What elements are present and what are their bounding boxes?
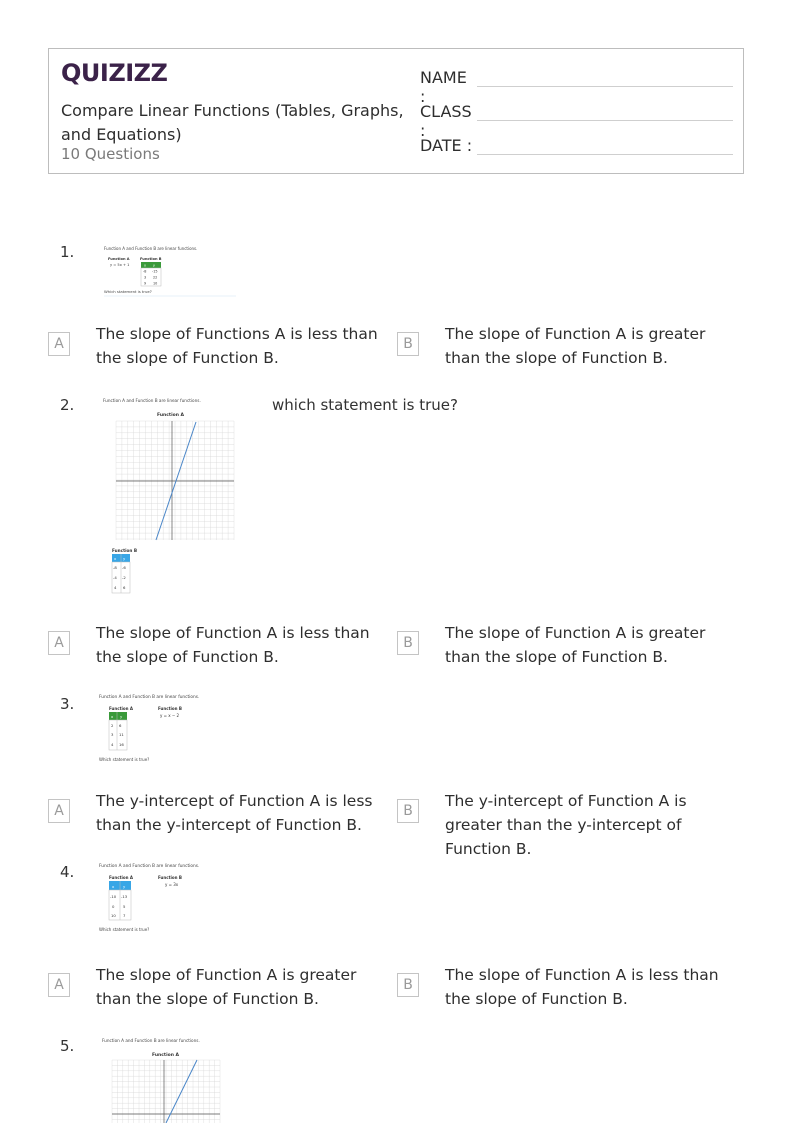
table-cell: -8 — [113, 565, 117, 570]
question-number: 3. — [60, 695, 75, 713]
table-cell: 10 — [111, 913, 116, 918]
option-a-box[interactable]: A — [48, 973, 70, 997]
table-cell: -8 — [143, 269, 147, 274]
table-cell: 22 — [153, 275, 158, 280]
option-b-text: The slope of Function A is greater than the slope of Function B. — [445, 325, 706, 367]
question-number: 4. — [60, 863, 75, 881]
table-cell: x — [114, 556, 117, 561]
option-a-box[interactable]: A — [48, 799, 70, 823]
table-cell: y — [120, 714, 123, 719]
option-a-text: The slope of Function A is greater than the slope of Function B. — [96, 966, 357, 1008]
intro-text: Function A and Function B are linear functions. — [103, 398, 201, 403]
option-a-box[interactable]: A — [48, 332, 70, 356]
quizizz-logo: QUIZIZZ — [61, 59, 168, 87]
table-cell: y — [123, 884, 126, 889]
intro-text: Function A and Function B are linear functions. — [99, 695, 200, 700]
worksheet-title: Compare Linear Functions (Tables, Graphs, and Equations) — [61, 101, 404, 144]
question-4-image — [96, 858, 246, 938]
table-cell: 4 — [114, 585, 117, 590]
question-number: 1. — [60, 243, 75, 261]
option-a-box[interactable]: A — [48, 631, 70, 655]
function-b-title: Function B — [158, 706, 182, 711]
intro-text: Function A and Function B are linear functions. — [102, 1038, 200, 1043]
option-a-text: The y-intercept of Function A is less than the y-intercept of Function B. — [96, 792, 373, 834]
table-cell: 16 — [119, 742, 124, 747]
question-1-image — [100, 238, 240, 298]
table-cell: -4 — [113, 575, 117, 580]
class-field[interactable] — [420, 102, 475, 140]
question-5-image — [100, 1034, 230, 1123]
table-cell: x — [144, 263, 147, 268]
worksheet-header — [48, 48, 744, 174]
table-cell: x — [112, 884, 115, 889]
class-label: CLASS : — [420, 102, 472, 140]
date-label: DATE : — [420, 136, 473, 155]
table-cell: -10 — [110, 894, 117, 899]
function-b-title: Function B — [140, 257, 162, 261]
table-cell: 7 — [123, 913, 126, 918]
name-field[interactable] — [420, 68, 475, 106]
function-b-equation: y = 3x — [165, 882, 179, 887]
name-line[interactable] — [477, 86, 733, 87]
table-cell: 9 — [144, 281, 147, 286]
question-3-image — [96, 690, 246, 766]
table-cell: y — [123, 556, 126, 561]
table-cell: 5 — [123, 904, 126, 909]
question-number: 2. — [60, 396, 75, 414]
function-a-title: Function A — [108, 257, 130, 261]
option-b-box[interactable]: B — [397, 973, 419, 997]
table-cell: -15 — [152, 269, 158, 274]
function-a-equation: y = 5x + 1 — [110, 263, 130, 267]
question-prompt: Which statement is true? — [99, 757, 150, 762]
option-a-text: The slope of Functions A is less than the slope of Function B. — [96, 325, 378, 367]
function-a-line — [166, 1060, 197, 1123]
function-a-title: Function A — [109, 706, 133, 711]
table-cell: -13 — [121, 894, 128, 899]
graph-title: Function A — [157, 413, 184, 418]
graph-title: Function A — [152, 1053, 179, 1058]
date-field[interactable] — [420, 136, 475, 155]
table-cell: 4 — [111, 742, 114, 747]
question-side-text: which statement is true? — [272, 396, 458, 414]
graph-grid — [116, 421, 234, 540]
table-cell: 2 — [111, 723, 114, 728]
date-line[interactable] — [477, 154, 733, 155]
table-cell: 3 — [111, 732, 114, 737]
name-label: NAME : — [420, 68, 467, 106]
intro-text: Function A and Function B are linear functions. — [104, 246, 198, 251]
question-2-image — [100, 394, 245, 600]
question-count: 10 Questions — [61, 145, 160, 163]
option-b-box[interactable]: B — [397, 332, 419, 356]
intro-text: Function A and Function B are linear functions. — [99, 864, 200, 869]
table-cell: y — [153, 263, 156, 268]
table-cell: -6 — [122, 565, 126, 570]
option-a-text: The slope of Function A is less than the slope of Function B. — [96, 624, 370, 666]
table-cell: 3 — [144, 275, 147, 280]
option-b-text: The y-intercept of Function A is greater than the y-intercept of Function B. — [445, 792, 687, 858]
class-line[interactable] — [477, 120, 733, 121]
option-b-box[interactable]: B — [397, 799, 419, 823]
option-b-text: The slope of Function A is less than the slope of Function B. — [445, 966, 719, 1008]
table-cell: -2 — [122, 575, 126, 580]
question-prompt: Which statement is true? — [104, 289, 152, 294]
table-cell: x — [111, 714, 114, 719]
function-b-title: Function B — [112, 548, 138, 553]
table-cell: 6 — [119, 723, 122, 728]
option-b-box[interactable]: B — [397, 631, 419, 655]
function-b-title: Function B — [158, 875, 182, 880]
function-a-title: Function A — [109, 875, 133, 880]
question-prompt: Which statement is true? — [99, 927, 150, 932]
table-cell: 10 — [153, 281, 158, 286]
graph-grid — [112, 1060, 220, 1123]
option-b-text: The slope of Function A is greater than the slope of Function B. — [445, 624, 706, 666]
table-cell: 0 — [112, 904, 115, 909]
table-cell: 11 — [119, 732, 124, 737]
table-cell: 6 — [123, 585, 126, 590]
question-number: 5. — [60, 1037, 75, 1055]
function-b-equation: y = x − 2 — [160, 713, 180, 718]
